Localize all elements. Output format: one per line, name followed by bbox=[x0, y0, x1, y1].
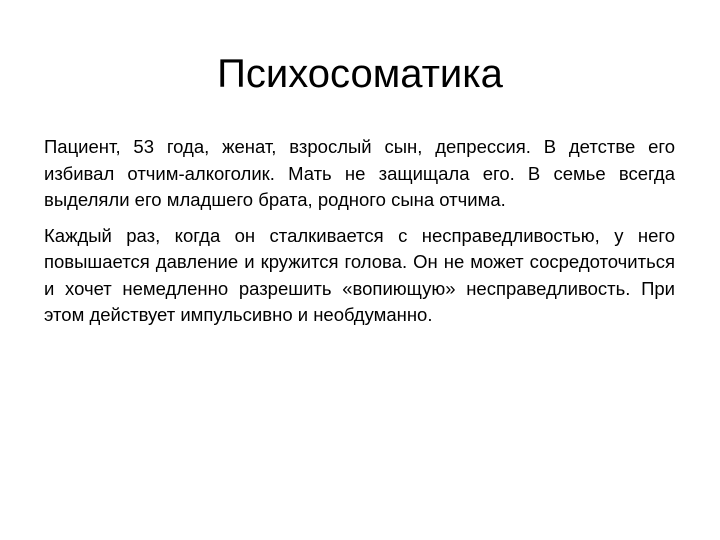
slide-title: Психосоматика bbox=[217, 52, 503, 96]
slide-body bbox=[44, 134, 675, 338]
paragraph-symptoms: Каждый раз, когда он сталкивается с несправедливостью, у него повышается давление и кружится голова. Он не может сосредоточиться и хочет немедленно разрешить «вопиющую» несправедливость. При этом действует импульсивно и необдуманно. bbox=[44, 224, 675, 325]
paragraph-patient-history: Пациент, 53 года, женат, взрослый сын, депрессия. В детстве его избивал отчим-алкоголик. Мать не защищала его. В семье всегда выделяли его младшего брата, родного сына отчима. bbox=[44, 136, 675, 210]
